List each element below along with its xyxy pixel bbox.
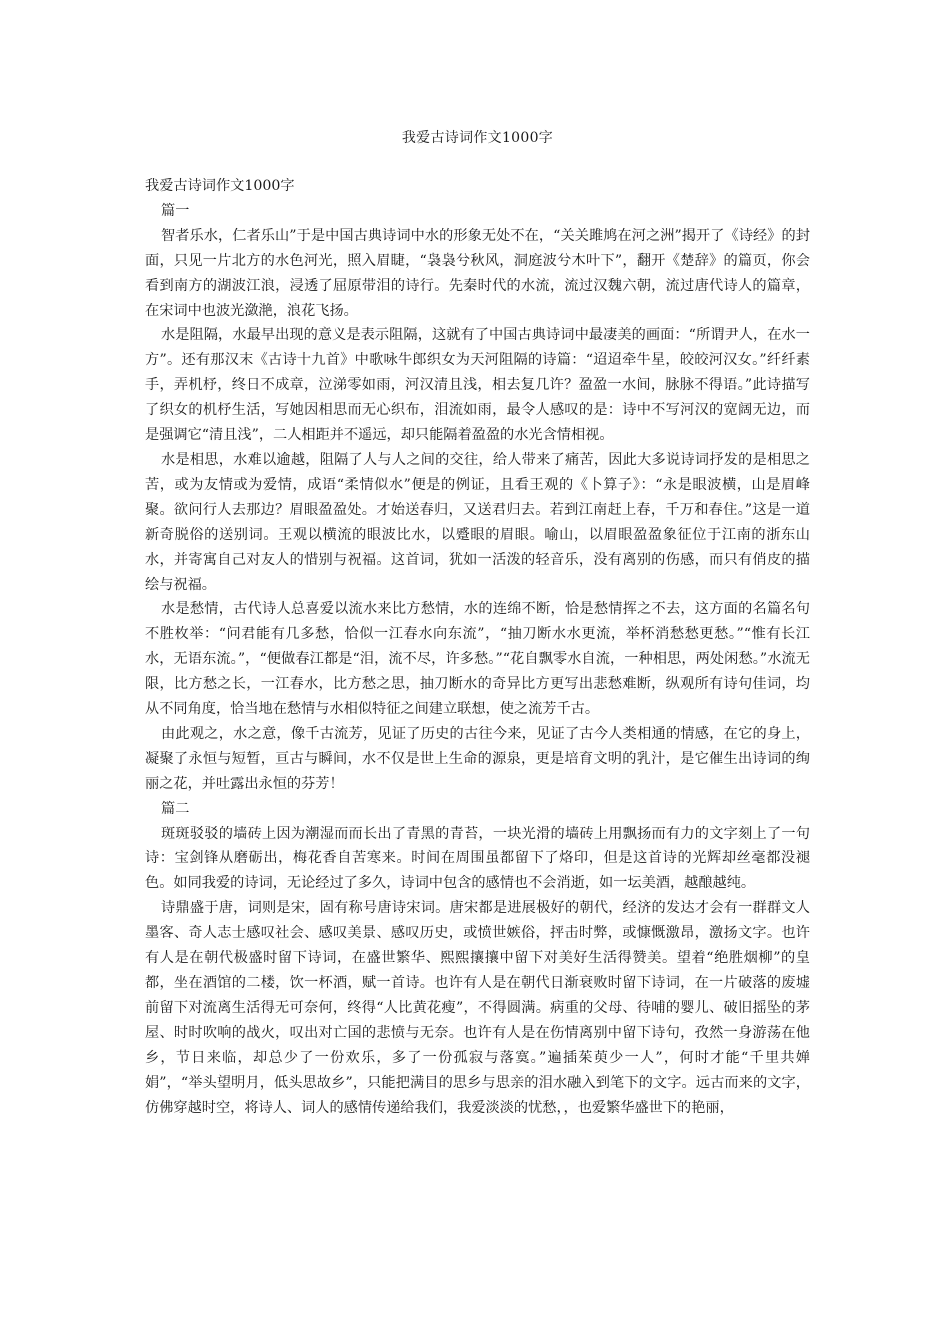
essay-heading: 我爱古诗词作文1000字 (145, 178, 295, 194)
document-body (145, 174, 810, 1120)
paragraph: 水是相思，水难以逾越，阻隔了人与人之间的交往，给人带来了痛苦，因此大多说诗词抒发的是相思之苦，或为友情或为爱情，成语“柔情似水”便是的例证，且看王观的《卜算子》：“永是眼波横，山是眉峰聚。欲问行人去那边？眉眼盈盈处。才始送春归，又送君归去。若到江南赶上春，千万和春住。”这是一道新奇脱俗的送别词。王观以横流的眼波比水，以蹙眼的眉眼。喻山，以眉眼盈盈象征位于江南的浙东山水，并寄寓自己对友人的惜别与祝福。这首词，犹如一活泼的轻音乐，没有离别的伤感，而只有俏皮的描绘与祝福。 (145, 451, 810, 593)
paragraph: 诗鼎盛于唐，词则是宋，固有称号唐诗宋词。唐宋都是进展极好的朝代，经济的发达才会有一群群文人墨客、奇人志士感叹社会、感叹美景、感叹历史，或愤世嫉俗，抨击时弊，或慷慨激昂，激扬文字。也许有人是在朝代极盛时留下诗词，在盛世繁华、熙熙攘攘中留下对美好生活得赞美。望着“绝胜烟柳”的皇都，坐在酒馆的二楼，饮一杯酒，赋一首诗。也许有人是在朝代日渐衰败时留下诗词，在一片破落的废墟前留下对流离生活得无可奈何，终得“人比黄花瘦”，不得圆满。病重的父母、待哺的婴儿、破旧摇坠的茅屋、时时吹响的战火，叹出对亡国的悲愤与无奈。也许有人是在伤情离别中留下诗句，孜然一身游荡在他乡，节日来临，却总少了一份欢乐，多了一份孤寂与落寞。”遍插茱萸少一人”，何时才能“千里共婵娟”，“举头望明月，低头思故乡”，只能把满目的思乡与思亲的泪水融入到笔下的文字。远古而来的文字，仿佛穿越时空，将诗人、词人的感情传递给我们，我爱淡淡的忧愁，，也爱繁华盛世下的艳丽， (145, 900, 810, 1116)
paragraph: 水是阻隔，水最早出现的意义是表示阻隔，这就有了中国古典诗词中最凄美的画面：“所谓尹人，在水一方”。还有那汉末《古诗十九首》中歌咏牛郎织女为天河阻隔的诗篇：“迢迢牵牛星，皎皎河汉女。”纤纤素手，弄机杼，终日不成章，泣涕零如雨，河汉清且浅，相去复几许？盈盈一水间，脉脉不得语。”此诗描写了织女的机杼生活，写她因相思而无心织布，泪流如雨，最令人感叹的是：诗中不写河汉的宽阔无边，而是强调它“清且浅”，二人相距并不遥远，却只能隔着盈盈的水光含情相视。 (145, 327, 810, 444)
paragraph: 斑斑驳驳的墙砖上因为潮湿而而长出了青黑的青苔，一块光滑的墙砖上用飘扬而有力的文字刻上了一句诗：宝剑锋从磨砺出，梅花香自苦寒来。时间在周围虽都留下了烙印，但是这首诗的光辉却丝毫都没褪色。如同我爱的诗词，无论经过了多久，诗词中包含的感情也不会消逝，如一坛美酒，越酿越纯。 (145, 825, 810, 892)
section-label-2: 篇二 (161, 800, 190, 817)
paragraph: 由此观之，水之意，像千古流芳，见证了历史的古往今来，见证了古今人类相通的情感，在它的身上，凝聚了永恒与短暂，亘古与瞬间，水不仅是世上生命的源泉，更是培育文明的乳汁，是它催生出诗词的绚丽之花，并吐露出永恒的芬芳！ (145, 725, 810, 792)
paragraph: 智者乐水，仁者乐山”于是中国古典诗词中水的形象无处不在，“关关雎鸠在河之洲”揭开了《诗经》的封面，只见一片北方的水色河光，照入眉睫，“袅袅兮秋风，洞庭波兮木叶下”，翻开《楚辞》的篇页，你会看到南方的湖波江浪，浸透了屈原带泪的诗行。先秦时代的水流，流过汉魏六朝，流过唐代诗人的篇章，在宋词中也波光潋滟，浪花飞扬。 (145, 227, 810, 319)
paragraph: 水是愁情，古代诗人总喜爱以流水来比方愁情，水的连绵不断，恰是愁情挥之不去，这方面的名篇名句不胜枚举：“问君能有几多愁，恰似一江春水向东流”，“抽刀断水水更流，举杯消愁愁更愁。”“惟有长江水，无语东流。”，“便做春江都是“泪，流不尽，许多愁。”“花自飘零水自流，一种相思，两处闲愁。”水流无限，比方愁之长，一江春水，比方愁之思，抽刀断水的奇异比方更写出悲愁难断，纵观所有诗句佳词，均从不同角度，恰当地在愁情与水相似特征之间建立联想，使之流芳千古。 (145, 601, 810, 718)
document-title: 我爱古诗词作文1000字 (401, 130, 554, 146)
section-label-1: 篇一 (161, 202, 190, 219)
